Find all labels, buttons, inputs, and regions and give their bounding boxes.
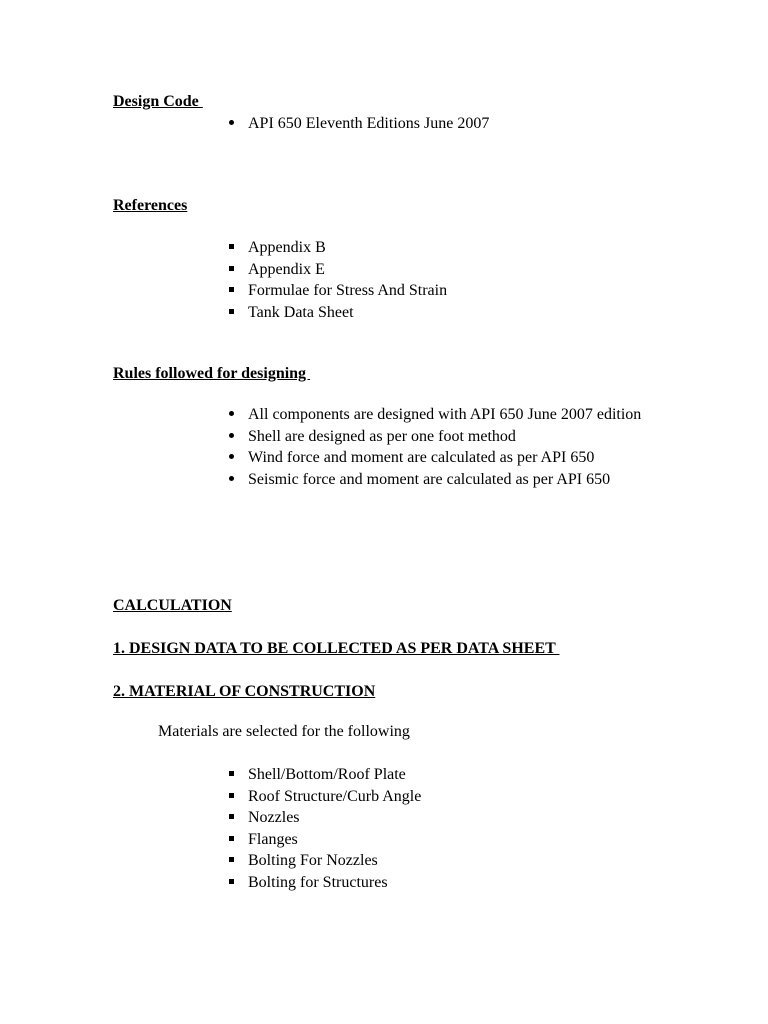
list-item: All components are designed with API 650 June 2007 edition [248, 404, 648, 426]
bullet-square-icon [226, 237, 236, 259]
bullet-square-icon [226, 807, 236, 829]
bullet-square-icon [226, 280, 236, 302]
list-item: Shell/Bottom/Roof Plate [248, 764, 688, 786]
bullet-square-icon [226, 786, 236, 808]
list-item: Formulae for Stress And Strain [248, 280, 688, 302]
bullet-square-icon [226, 302, 236, 324]
bullet-square-icon [226, 850, 236, 872]
list-item: Wind force and moment are calculated as per API 650 [248, 447, 648, 469]
design-code-heading: Design Code [113, 93, 203, 110]
bullet-dot-icon [226, 426, 236, 448]
materials-list [248, 764, 688, 893]
references-list [248, 237, 688, 323]
list-item: Appendix B [248, 237, 688, 259]
rules-list [248, 404, 648, 490]
bullet-square-icon [226, 829, 236, 851]
list-item: Shell are designed as per one foot method [248, 426, 648, 448]
bullet-dot-icon [226, 447, 236, 469]
list-item: Bolting For Nozzles [248, 850, 688, 872]
list-item: Seismic force and moment are calculated as per API 650 [248, 469, 648, 491]
bullet-dot-icon [226, 113, 236, 135]
section-2-heading: 2. MATERIAL OF CONSTRUCTION [113, 683, 376, 700]
list-item: Bolting for Structures [248, 872, 688, 894]
bullet-square-icon [226, 872, 236, 894]
list-item: Tank Data Sheet [248, 302, 688, 324]
design-code-list [248, 113, 688, 135]
list-item: Nozzles [248, 807, 688, 829]
bullet-square-icon [226, 764, 236, 786]
bullet-square-icon [226, 259, 236, 281]
list-item: API 650 Eleventh Editions June 2007 [248, 113, 688, 135]
calculation-heading: CALCULATION [113, 597, 232, 614]
bullet-dot-icon [226, 404, 236, 426]
references-heading: References [113, 197, 188, 214]
list-item: Flanges [248, 829, 688, 851]
bullet-dot-icon [226, 469, 236, 491]
list-item: Appendix E [248, 259, 688, 281]
section-1-heading: 1. DESIGN DATA TO BE COLLECTED AS PER DATA SHEET [113, 640, 560, 657]
materials-intro: Materials are selected for the following [158, 723, 410, 740]
rules-heading: Rules followed for designing [113, 365, 311, 382]
list-item: Roof Structure/Curb Angle [248, 786, 688, 808]
